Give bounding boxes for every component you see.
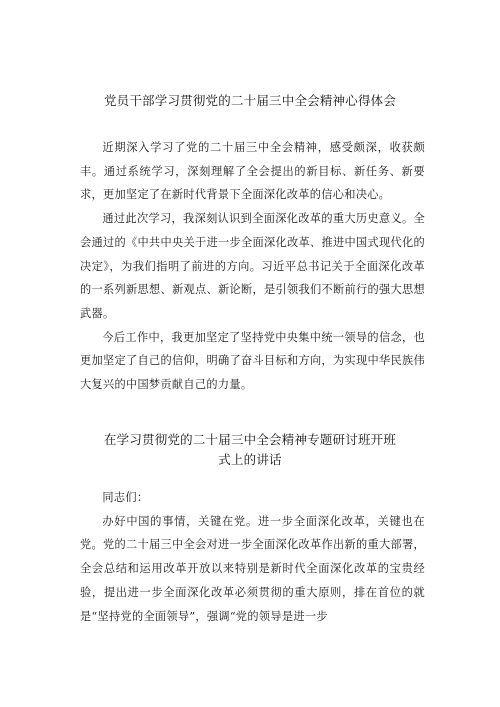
article-1-paragraph: 近期深入学习了党的二十届三中全会精神，感受颇深，收获颇丰。通过系统学习，深刻理解了全会提出的新目标、新任务、新要求，更加坚定了在新时代背景下全面深化改革的信心和决心。 xyxy=(80,141,425,202)
article-1-body xyxy=(80,136,425,397)
article-2-title-line-2: 式上的讲话 xyxy=(218,452,282,467)
article-1-paragraph: 今后工作中，我更加坚定了坚持党中央集中统一领导的信念，也更加坚定了自己的信仰，明确了奋斗目标和方向，为实现中华民族伟大复兴的中国梦贡献自己的力量。 xyxy=(80,330,425,392)
article-2-title-line-1: 在学习贯彻党的二十届三中全会精神专题研讨班开班 xyxy=(103,432,397,447)
article-2-salutation: 同志们： xyxy=(102,491,149,504)
article-2-body xyxy=(80,486,425,628)
article-2-title xyxy=(0,430,500,470)
article-1-title: 党员干部学习贯彻党的二十届三中全会精神心得体会 xyxy=(103,93,397,108)
article-2-paragraph: 办好中国的事情，关键在党。进一步全面深化改革，关键也在党。党的二十届三中全会对进一步全面深化改革作出新的重大部署，全会总结和运用改革开放以来特别是新时代全面深化改革的宝贵经验，提出进一步全面深化改革必须贯彻的重大原则，排在首位的就是“坚持党的全面领导”，强调“党的领导是进一步 xyxy=(80,514,425,623)
article-1-paragraph: 通过此次学习，我深刻认识到全面深化改革的重大历史意义。全会通过的《中共中央关于进一步全面深化改革、推进中国式现代化的决定》，为我们指明了前进的方向。习近平总书记关于全面深化改革的一系列新思想、新观点、新论断，是引领我们不断前行的强大思想武器。 xyxy=(80,212,425,320)
